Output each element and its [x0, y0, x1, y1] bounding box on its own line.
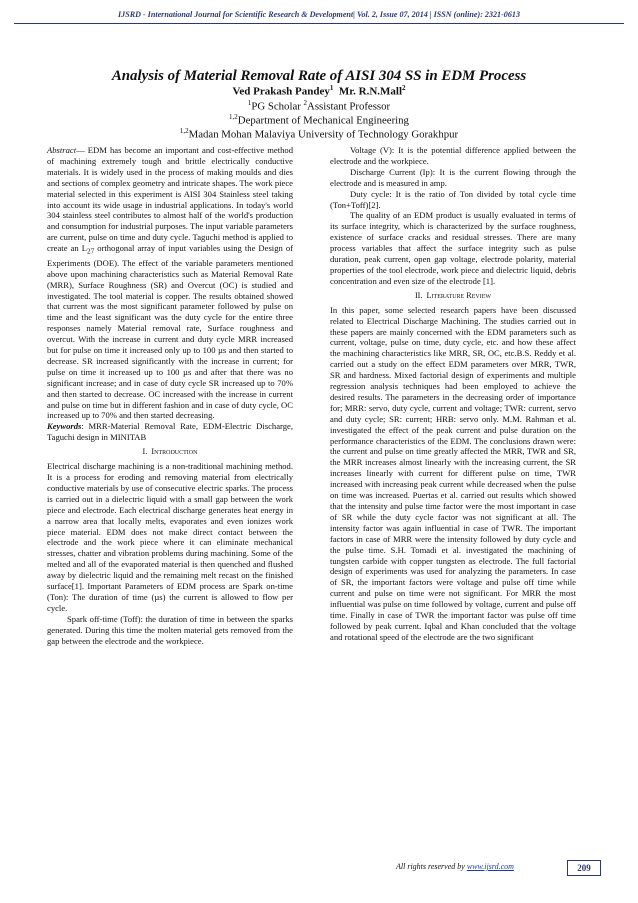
intro-paragraph: Discharge Current (Ip): It is the current flowing through the electrode and is measured in amp.: [330, 166, 576, 188]
affiliation-roles: [0, 99, 638, 113]
page-number: 209: [567, 860, 601, 876]
abstract-sub: 27: [86, 247, 95, 256]
affiliation-department: [0, 113, 638, 127]
literature-paragraph: In this paper, some selected research papers have been discussed related to Electrical Discharge Machining. The studies carried out in these papers are mainly concerned with the EDM parameters such as current, voltage, pulse on time, duty cycle, etc. and how these affect the machining characteristics like MRR, SR, OC, etc.B.S. Reddy et al. carried out a study on the effect EDM parameters over MRR, TWR, SR and hardness. Mixed factorial design of experiments and multiple regression analysis techniques had been employed to achieve the desired results. The parameters in the decreasing order of importance for; MRR: servo, duty cycle, current and voltage; TWR: current, servo and duty cycle; SR: current; HRB: servo only. M.M. Rahman et al. investigated the effect of the peak current and pulse duration on the performance characteristics of the EDM. The conclusions drawn were: the current and pulse on time greatly affected the MRR, TWR and SR, the MRR increases almost linearly with the increasing current, the SR increases linearly with current for different pulse on time, TWR increased with increasing peak current while decreased when the pulse on time was increased. Puertas et al. carried out results which showed that the intensity and pulse time factor were the most important in case of SR while the duty cycle factor was not significant at all. The intensity factor was again influential in case of TWR. The important factors in case of MRR were the intensity followed by duty cycle and the pulse time. S.H. Tomadi et al. investigated the machining of tungsten carbide with copper tungsten as electrode. The full factorial design of experiments was used for analyzing the parameters. In case of SR, the important factors were voltage and pulse off time while current and pulse on time were not significant. For MRR the most influential was pulse on time followed by voltage, current and pulse off time. Finally in case of TWR the important factor was pulse off time followed by peak current. Iqbal and Khan concluded that the voltage and rotational speed of the electrode are the two significant: [330, 304, 576, 642]
aff-role-2: Assistant Professor: [307, 100, 391, 113]
left-column: [47, 145, 293, 647]
aff-sup: 1,2: [229, 113, 238, 121]
header-rule: [14, 23, 624, 24]
journal-header: IJSRD - International Journal for Scientific Research & Development| Vol. 2, Issue 07, 2014 | ISSN (online): 2321-0613: [118, 10, 520, 19]
section-title: Literature Review: [426, 290, 492, 300]
abstract-label: Abstract: [47, 145, 77, 155]
author-2: Mr. R.N.Mall: [338, 85, 403, 98]
abstract-text-2: orthogonal array of input variables using the Design of Experiments (DOE). The effect of the variable parameters mentioned above upon machining characteristics such as Material Removal Rate (MRR), Surface Roughness (SR) and Overcut (OC) is studied and investigated. The tool material is copper. The results obtained showed that current was the most significant parameter followed by pulse on time and the least significant was the duty cycle for the entire three responses namely Material removal rate, Surface roughness and overcut. With the increase in current and duty cycle MRR increased but for pulse on time it increased only up to 100 µs and then started to decrease. SR increased significantly with the increase in current; for pulse on time it increased up to 100 µs and after that there was no significant increase; and in case of duty cycle SR increased up to 70% and then started to decrease. OC increased with the increase in current and pulse on time but in different fashion and in case of duty cycle, OC increased up to 70% and then started decreasing.: [47, 243, 293, 421]
keywords: [47, 421, 293, 443]
footer: [396, 862, 514, 871]
section-number: I.: [142, 447, 148, 457]
aff-sup: 1,2: [179, 127, 189, 135]
intro-paragraph: Voltage (V): It is the potential difference applied between the electrode and the workpiece.: [330, 145, 576, 166]
keywords-label: Keywords: [47, 421, 82, 432]
footer-link[interactable]: www.ijsrd.com: [466, 862, 514, 871]
author-line: [0, 84, 638, 98]
footer-text: All rights reserved by: [396, 862, 467, 871]
author-1-sup: 1: [329, 84, 334, 92]
author-2-sup: 2: [402, 84, 406, 92]
section-heading-literature-review: [330, 291, 576, 302]
intro-paragraph: The quality of an EDM product is usually evaluated in terms of its surface integrity, which is characterized by the surface roughness, existence of surface cracks and residual stresses. There are many process variables that affect the surface integrity such as pulse duration, peak current, open gap voltage, electrode polarity, material properties of the tool electrode, work piece and dielectric liquid, debris concentration and even size of the electrode [1].: [330, 210, 576, 286]
aff-role-1: PG Scholar: [251, 100, 304, 113]
aff-sup: 1: [247, 99, 252, 107]
intro-paragraph: Duty cycle: It is the ratio of Ton divided by total cycle time (Ton+Toff)[2].: [330, 188, 576, 210]
abstract-text: — EDM has become an important and cost-effective method of machining extremely tough and brittle electrically conductive materials. It is widely used in the process of making moulds and dies and sections of complex geometry and intricate shapes. The work piece material selected in this experiment is AISI 304 Stainless steel taking into account its wide usage in industrial applications. In today's world 304 stainless steel contributes to almost half of the world's production and consumption for industrial purposes. The input variable parameters are current, pulse on time and duty cycle. Taguchi method is applied to create an L: [47, 145, 293, 254]
paper-title: Analysis of Material Removal Rate of AISI 304 SS in EDM Process: [111, 68, 527, 84]
intro-paragraph: Electrical discharge machining is a non-traditional machining method. It is a process for eroding and removing material from electrically conductive materials by use of consecutive electric sparks. The process is carried out in a dielectric liquid with a small gap between the work piece and electrode. Each electrical discharge generates heat energy in a narrow area that locally melts, evaporates and even ionizes work piece material. EDM does not make direct contact between the electrode and the work piece where it can eliminate mechanical stresses, chatter and vibration problems during machining. Some of the melted and all of the evaporated material is then quenched and flushed away by dielectric liquid and the remaining melt recast on the finished surface[1]. Important Parameters of EDM process are Spark on-time (Ton): The duration of time (µs) the current is allowed to flow per cycle.: [47, 461, 293, 613]
right-column: [330, 145, 576, 643]
section-heading-introduction: [47, 447, 293, 458]
abstract: [47, 145, 293, 421]
section-title: Introduction: [151, 447, 198, 457]
department: Department of Mechanical Engineering: [237, 114, 409, 127]
intro-paragraph: Spark off-time (Toff): the duration of time in between the sparks generated. During this time the molten material gets removed from the gap between the electrode and the workpiece.: [47, 613, 293, 646]
section-number: II.: [414, 290, 423, 300]
aff-sup: 2: [303, 99, 308, 107]
keywords-text: : MRR-Material Removal Rate, EDM-Electric Discharge, Taguchi design in MINITAB: [47, 421, 293, 443]
university: Madan Mohan Malaviya University of Technology Gorakhpur: [188, 128, 459, 141]
affiliation-university: [0, 127, 638, 141]
author-1: Ved Prakash Pandey: [232, 85, 330, 98]
